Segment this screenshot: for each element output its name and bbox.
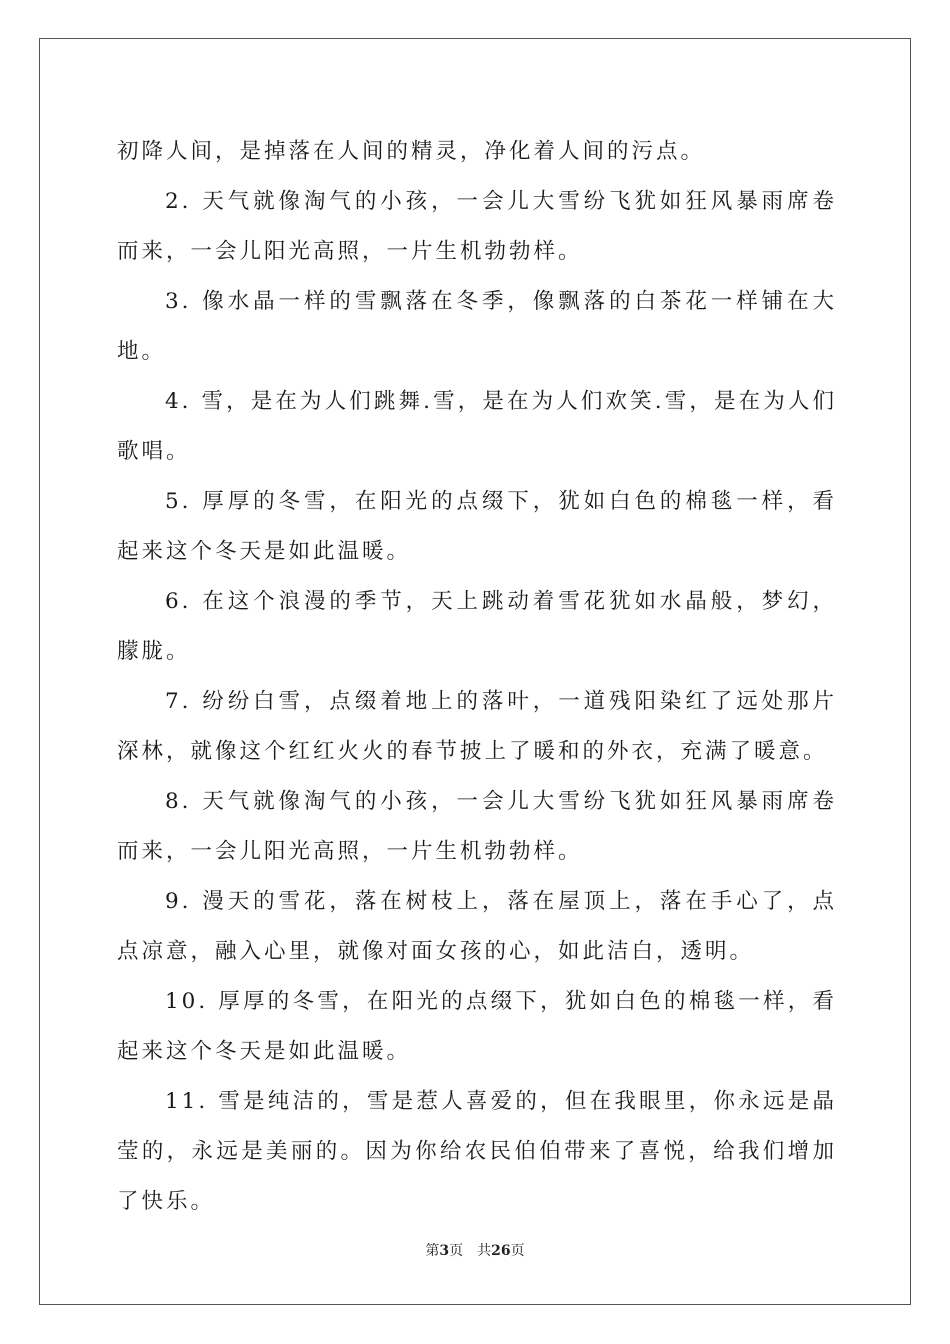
page-label-suffix: 页 [449, 1243, 464, 1259]
paragraph: 7. 纷纷白雪，点缀着地上的落叶，一道残阳染红了远处那片深林，就像这个红红火火的春节披上了暖和的外衣，充满了暖意。 [117, 689, 837, 764]
page-number: 3 [439, 1243, 450, 1259]
paragraph: 初降人间，是掉落在人间的精灵，净化着人间的污点。 [117, 139, 706, 164]
paragraph: 10. 厚厚的冬雪，在阳光的点缀下，犹如白色的棉毯一样，看起来这个冬天是如此温暖。 [117, 989, 837, 1064]
total-pages: 26 [491, 1243, 511, 1259]
paragraph: 8. 天气就像淘气的小孩，一会儿大雪纷飞犹如狂风暴雨席卷而来，一会儿阳光高照，一片生机勃勃样。 [117, 789, 837, 864]
paragraph: 2. 天气就像淘气的小孩，一会儿大雪纷飞犹如狂风暴雨席卷而来，一会儿阳光高照，一片生机勃勃样。 [117, 189, 837, 264]
page-footer [0, 1240, 950, 1260]
paragraph: 3. 像水晶一样的雪飘落在冬季，像飘落的白茶花一样铺在大地。 [117, 289, 837, 364]
paragraph: 11. 雪是纯洁的，雪是惹人喜爱的，但在我眼里，你永远是晶莹的，永远是美丽的。因为你给农民伯伯带来了喜悦，给我们增加了快乐。 [117, 1089, 837, 1214]
page-label-prefix: 第 [425, 1243, 440, 1259]
total-label-suffix: 页 [510, 1243, 525, 1259]
paragraph: 5. 厚厚的冬雪，在阳光的点缀下，犹如白色的棉毯一样，看起来这个冬天是如此温暖。 [117, 489, 837, 564]
paragraph: 4. 雪，是在为人们跳舞.雪，是在为人们欢笑.雪，是在为人们歌唱。 [117, 389, 837, 464]
paragraph: 6. 在这个浪漫的季节，天上跳动着雪花犹如水晶般，梦幻，朦胧。 [117, 589, 837, 664]
document-body [117, 127, 837, 1227]
total-label-prefix: 共 [477, 1243, 492, 1259]
paragraph: 9. 漫天的雪花，落在树枝上，落在屋顶上，落在手心了，点点凉意，融入心里，就像对面女孩的心，如此洁白，透明。 [117, 889, 837, 964]
